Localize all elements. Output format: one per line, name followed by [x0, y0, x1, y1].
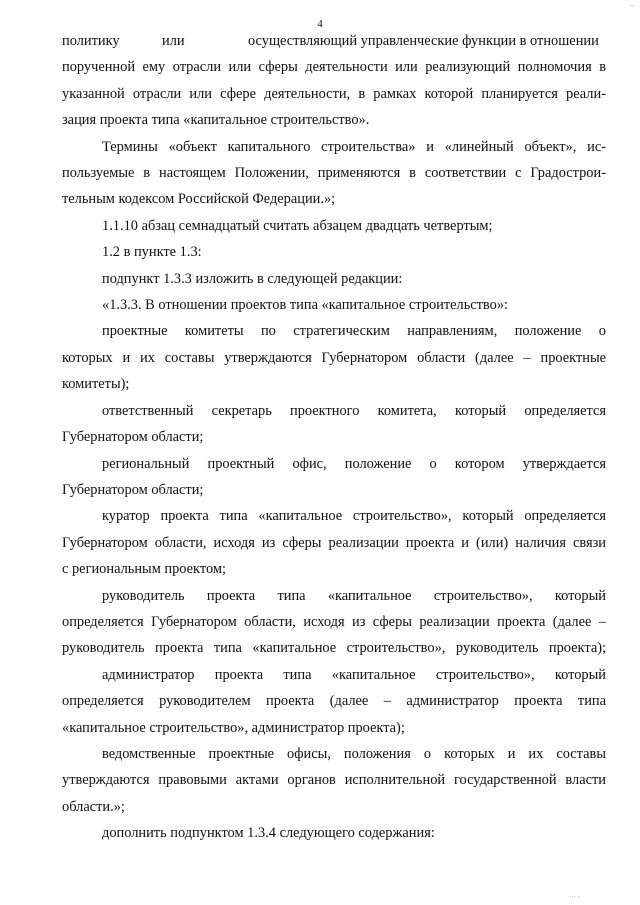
text-line: комитеты); — [62, 376, 130, 393]
text-line: «1.3.3. В отношении проектов типа «капитальное строительство»: — [102, 297, 509, 314]
text-line: области.»; — [62, 798, 125, 815]
text-line: куратор проекта типа «капитальное строительство», который определяется — [102, 508, 606, 525]
text-line: региональный проектный офис, положение о котором утверждается — [102, 455, 606, 472]
text-line: ответственный секретарь проектного комитета, который определяется — [102, 402, 606, 419]
text-line: зация проекта типа «капитальное строительство». — [62, 112, 370, 129]
text-line: проектные комитеты по стратегическим направлениям, положение о — [102, 323, 606, 340]
text-line: Губернатором области, исходя из сферы реализации проекта и (или) наличия связи — [62, 534, 606, 551]
text-line: 1.2 в пункте 1.3: — [102, 244, 202, 261]
page-corner-mark-bottom: ··· · — [568, 893, 580, 901]
text-fragment: или — [162, 33, 185, 49]
text-line: подпункт 1.3.3 изложить в следующей редакции: — [102, 270, 403, 287]
text-line: определяется руководителем проекта (далее – администратор проекта типа — [62, 693, 606, 710]
text-line: «капитальное строительство», администратор проекта); — [62, 719, 405, 736]
text-line: пользуемые в настоящем Положении, применяются в соответствии с Градострои- — [62, 165, 606, 182]
text-line: порученной ему отрасли или сферы деятельности или реализующий полномочия в — [62, 59, 606, 76]
text-line: Губернатором области; — [62, 429, 204, 446]
text-line: тельным кодексом Российской Федерации.»; — [62, 191, 336, 208]
text-line — [62, 28, 606, 54]
page-corner-mark-top: ., — [630, 0, 634, 8]
text-line: 1.1.10 абзац семнадцатый считать абзацем двадцать четвертым; — [102, 217, 493, 234]
text-line: руководитель проекта типа «капитальное строительство», руководитель проекта); — [62, 640, 606, 657]
text-line: определяется Губернатором области, исходя из сферы реализации проекта (далее – — [62, 613, 606, 630]
page-number: 4 — [317, 18, 323, 30]
text-line: указанной отрасли или сфере деятельности, в рамках которой планируется реали- — [62, 85, 606, 102]
text-line: Термины «объект капитального строительства» и «линейный объект», ис- — [102, 138, 606, 155]
text-line: дополнить подпунктом 1.3.4 следующего содержания: — [102, 825, 435, 842]
text-line: руководитель проекта типа «капитальное строительство», который — [102, 587, 606, 604]
text-line: утверждаются правовыми актами органов исполнительной государственной власти — [62, 772, 606, 789]
text-line: с региональным проектом; — [62, 561, 226, 578]
text-fragment: осуществляющий управленческие функции в отношении — [248, 33, 599, 49]
text-line: администратор проекта типа «капитальное строительство», который — [102, 666, 606, 683]
text-fragment: политику — [62, 33, 120, 49]
document-body — [62, 28, 606, 847]
text-line: ведомственные проектные офисы, положения о которых и их составы — [102, 745, 606, 762]
text-line: которых и их составы утверждаются Губернатором области (далее – проектные — [62, 349, 606, 366]
text-line: Губернатором области; — [62, 481, 204, 498]
